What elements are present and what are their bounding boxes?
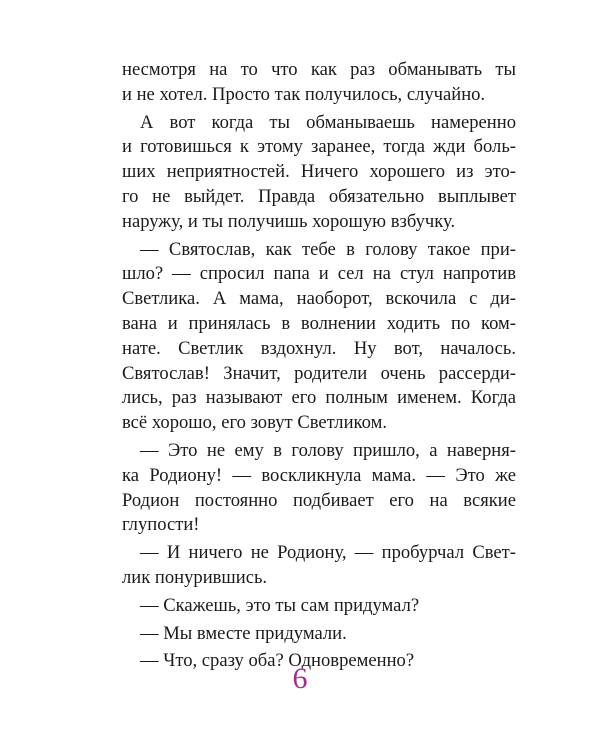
text-line: несмотря на то что как раз обманывать ты [122, 59, 516, 80]
text-line: лись, раз называют его полным именем. Когда [122, 387, 516, 409]
text-line: лик понурившись. [122, 566, 268, 588]
page-number: 6 [292, 662, 308, 695]
paragraph [122, 111, 516, 235]
text-line: ших неприятностей. Ничего хорошего из это- [122, 161, 516, 183]
paragraph [122, 238, 516, 436]
text-line: глупости! [122, 514, 200, 536]
text-line: Светлика. А мама, наоборот, вскочила с ди- [122, 288, 516, 310]
paragraph [122, 622, 516, 647]
text-line: Святослав! Значит, родители очень рассерди- [122, 362, 516, 384]
text-line: — Скажешь, это ты сам придумал? [140, 594, 420, 616]
text-line: — Святослав, как тебе в голову такое при- [140, 238, 516, 260]
text-line: Родион постоянно подбивает его на всякие [122, 489, 516, 511]
text-line: — И ничего не Родиону, — пробурчал Свет- [140, 542, 516, 564]
paragraph [122, 594, 516, 619]
body-text [122, 58, 516, 674]
paragraph [122, 439, 516, 538]
text-line: го не выйдет. Правда обязательно выплывет [122, 185, 516, 207]
text-line: нате. Светлик вздохнул. Ну вот, началось. [122, 337, 516, 359]
paragraph [122, 58, 516, 108]
text-line: — Это не ему в голову пришло, а наверня- [140, 439, 516, 461]
text-line: и не хотел. Просто так получилось, случайно. [122, 83, 486, 105]
paragraph [122, 541, 516, 591]
text-line: ка Родиону! — воскликнула мама. — Это же [122, 464, 516, 486]
text-line: и готовишься к этому заранее, тогда жди боль- [122, 136, 516, 158]
text-line: наружу, и ты получишь хорошую взбучку. [122, 210, 456, 232]
text-line: всё хорошо, его зовут Светликом. [122, 412, 387, 434]
text-line: — Мы вместе придумали. [140, 622, 347, 644]
text-line: вана и принялась в волнении ходить по ком- [122, 312, 516, 334]
text-line: А вот когда ты обманываешь намеренно [140, 111, 516, 133]
text-line: шло? — спросил папа и сел на стул напротив [122, 263, 516, 285]
text-line: — Что, сразу оба? Одновременно? [140, 650, 415, 672]
